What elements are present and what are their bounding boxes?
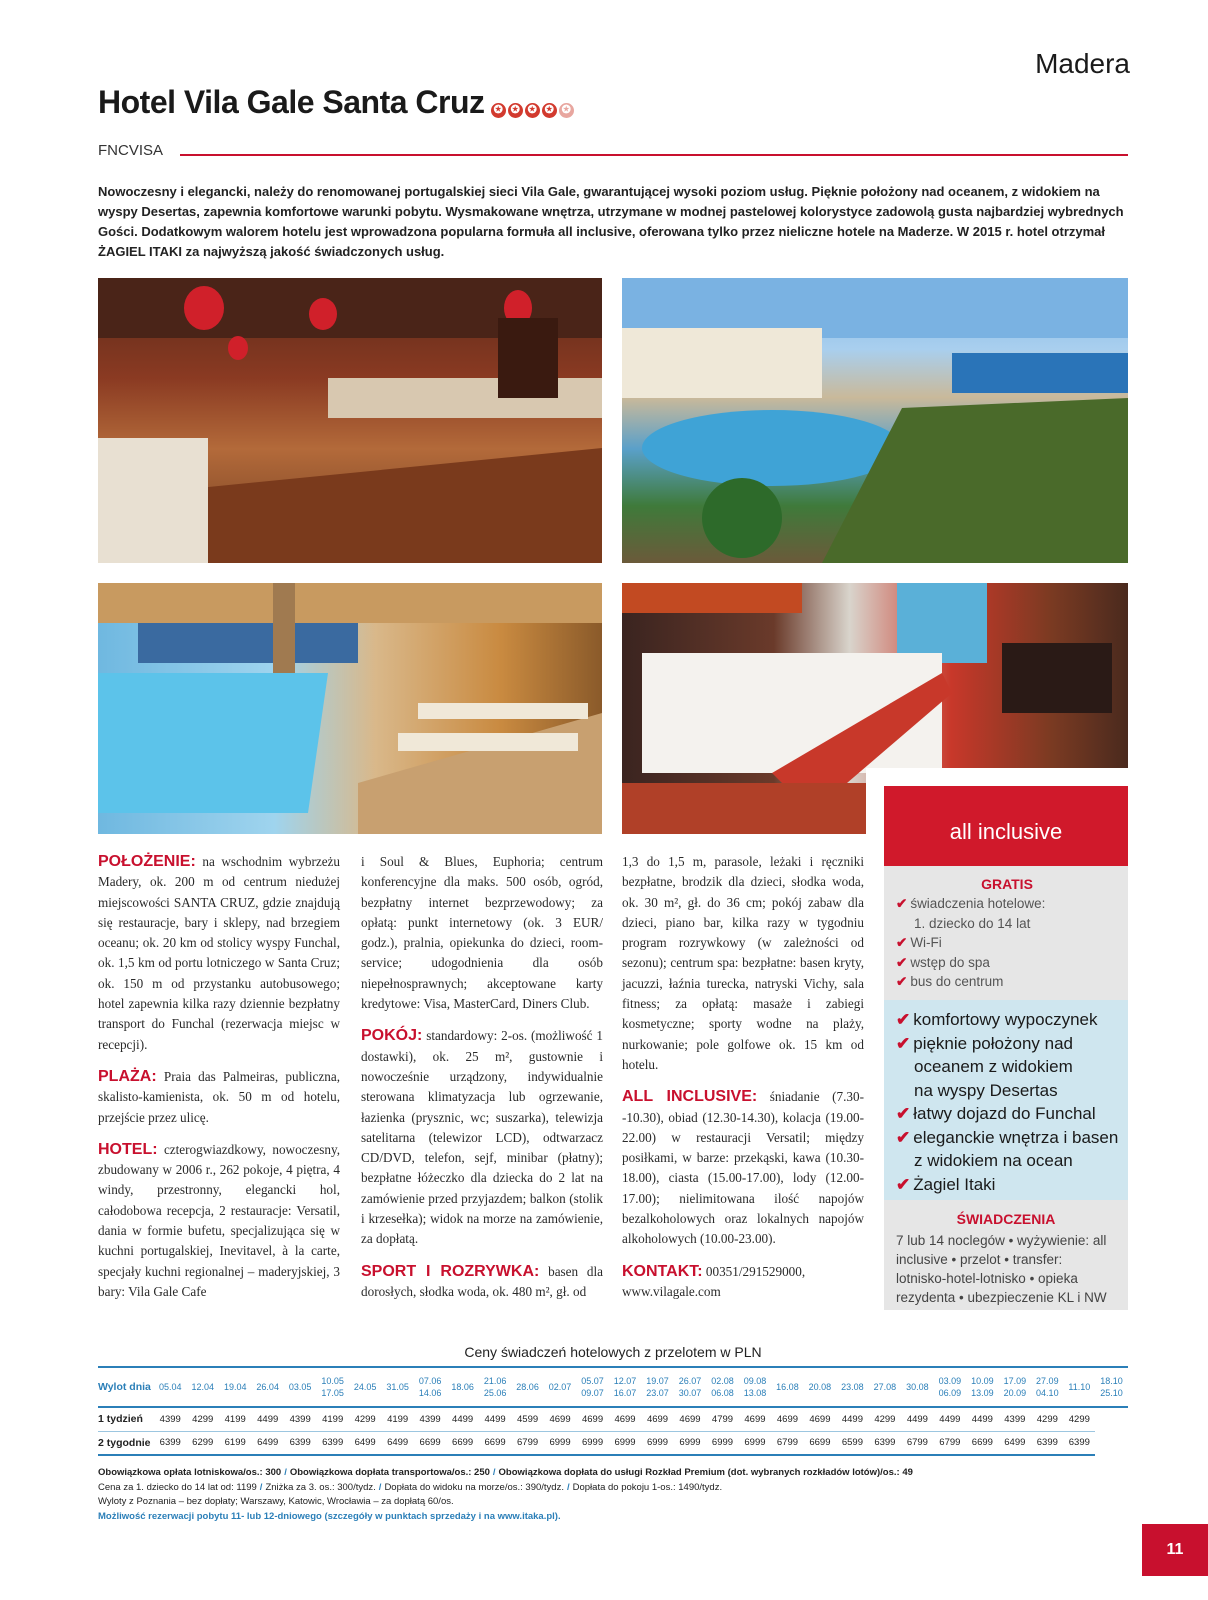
date-cell xyxy=(414,1367,446,1407)
note-premium-fee: Obowiązkowa dopłata do usługi Rozkład Premium (dot. wybranych rozkładów lotów)/os.: 49 xyxy=(498,1467,913,1478)
date-value: 25.10 xyxy=(1100,1388,1123,1398)
feature-label: pięknie położony nad xyxy=(913,1033,1073,1053)
price-cell: 6999 xyxy=(739,1431,771,1455)
check-icon: ✔ xyxy=(896,1127,911,1147)
date-value: 30.08 xyxy=(906,1382,929,1392)
price-cell: 6399 xyxy=(284,1431,316,1455)
date-cell xyxy=(771,1367,803,1407)
separator: / xyxy=(492,1467,496,1478)
date-cell xyxy=(1064,1367,1096,1407)
text-kontakt: 00351/291529000, www.vilagale.com xyxy=(622,1263,806,1299)
star-icon: ✪ xyxy=(491,103,506,118)
price-cell: 4599 xyxy=(511,1407,543,1431)
gratis-item xyxy=(896,933,1118,953)
week1-row xyxy=(98,1407,1128,1431)
price-cell: 4499 xyxy=(446,1407,478,1431)
price-cell: 6799 xyxy=(771,1431,803,1455)
price-cell: 4199 xyxy=(219,1407,251,1431)
date-value: 18.10 xyxy=(1100,1376,1123,1386)
date-value: 03.05 xyxy=(288,1382,312,1392)
date-cell xyxy=(706,1367,738,1407)
heading-polozenie: POŁOŻENIE: xyxy=(98,853,196,870)
feature-label: łatwy dojazd do Funchal xyxy=(913,1104,1096,1123)
date-cell xyxy=(576,1367,608,1407)
date-value: 07.06 xyxy=(418,1376,442,1386)
text-sport-continued: 1,3 do 1,5 m, parasole, leżaki i ręczniki bezpłatne, brodzik dla dzieci, słodka woda, ok. 30 m², gł. do 36 cm; pokój zabaw dla dzieci, piano bar, kilka razy w tygodniu program rozrywkowy (w zależności od sezonu); centrum spa: bezpłatne: basen kryty, jacuzzi, łaźnia turecka, natryski Vichy, sala fitness; za opłatą: masaże i zabiegi kosmetyczne; sporty wodne na plaży, nurkowanie; pole golfowe ok. 15 km od hotelu. xyxy=(622,854,864,1072)
date-cell xyxy=(186,1367,218,1407)
date-cell xyxy=(154,1367,186,1407)
date-value: 30.07 xyxy=(678,1388,702,1398)
date-value: 17.09 xyxy=(1003,1376,1027,1386)
date-cell xyxy=(934,1367,966,1407)
week2-label: 2 tygodnie xyxy=(98,1431,154,1455)
price-cell: 6699 xyxy=(479,1431,511,1455)
price-notes xyxy=(98,1466,1128,1524)
date-cell xyxy=(609,1367,641,1407)
date-value: 09.07 xyxy=(581,1388,604,1398)
price-cell: 4399 xyxy=(414,1407,446,1431)
price-cell: 4499 xyxy=(479,1407,511,1431)
heading-pokoj: POKÓJ: xyxy=(361,1027,423,1045)
price-cell: 4199 xyxy=(381,1407,413,1431)
date-cell xyxy=(544,1367,576,1407)
note-third-person: Zniżka za 3. os.: 300/tydz. xyxy=(265,1481,376,1493)
gratis-item-label: świadczenia hotelowe: xyxy=(910,896,1046,911)
price-cell: 4699 xyxy=(544,1407,576,1431)
hotel-name: Hotel Vila Gale Santa Cruz xyxy=(98,84,485,120)
date-value: 14.06 xyxy=(418,1388,442,1398)
feature-item-continued: na wyspy Desertas xyxy=(914,1080,1058,1100)
date-value: 31.05 xyxy=(386,1382,409,1392)
price-cell: 6999 xyxy=(609,1431,641,1455)
price-cell: 4699 xyxy=(576,1407,608,1431)
date-value: 02.08 xyxy=(711,1376,734,1386)
price-cell: 6999 xyxy=(544,1431,576,1455)
check-icon: ✔ xyxy=(896,954,908,970)
region-label: Madera xyxy=(1035,48,1130,79)
price-cell: 6399 xyxy=(1064,1431,1096,1455)
feature-item-continued: z widokiem na ocean xyxy=(914,1151,1073,1170)
check-icon: ✔ xyxy=(896,1010,911,1029)
feature-item xyxy=(896,1102,1120,1126)
heading-hotel: HOTEL: xyxy=(98,1140,158,1158)
feature-label: Żagiel Itaki xyxy=(913,1174,996,1194)
price-cell: 4499 xyxy=(934,1407,966,1431)
gratis-item xyxy=(896,953,1118,973)
gratis-item: 1. dziecko do 14 lat xyxy=(914,915,1031,931)
date-cell xyxy=(479,1367,511,1407)
price-cell: 6999 xyxy=(641,1431,673,1455)
check-icon: ✔ xyxy=(896,1174,911,1194)
price-cell: 6499 xyxy=(381,1431,413,1455)
price-cell: 4699 xyxy=(804,1407,836,1431)
price-cell: 4299 xyxy=(186,1407,218,1431)
note-airport-fee: Obowiązkowa opłata lotniskowa/os.: 300 xyxy=(98,1467,282,1478)
note-single-room: Dopłata do pokoju 1-os.: 1490/tydz. xyxy=(572,1481,723,1493)
date-value: 20.08 xyxy=(808,1382,832,1392)
check-icon: ✔ xyxy=(896,974,908,990)
separator: / xyxy=(566,1481,570,1493)
feature-label: komfortowy wypoczynek xyxy=(913,1010,1098,1029)
date-value: 21.06 xyxy=(483,1376,507,1386)
date-cell xyxy=(804,1367,836,1407)
date-cell xyxy=(349,1367,381,1407)
price-cell: 4699 xyxy=(609,1407,641,1431)
price-cell: 6699 xyxy=(804,1431,836,1455)
page-number: 11 xyxy=(1142,1524,1208,1576)
price-table xyxy=(98,1366,1128,1456)
date-cell xyxy=(446,1367,478,1407)
gratis-box xyxy=(884,866,1128,1000)
price-cell: 6999 xyxy=(674,1431,706,1455)
indoor-pool-illustration xyxy=(98,583,602,834)
hotel-title xyxy=(98,84,576,121)
date-value: 12.04 xyxy=(191,1382,214,1392)
indoor-pool-photo xyxy=(98,583,602,834)
star-icon: ✪ xyxy=(525,103,540,118)
price-cell: 4499 xyxy=(901,1407,933,1431)
date-cell xyxy=(966,1367,998,1407)
check-icon: ✔ xyxy=(896,935,908,951)
bar-illustration xyxy=(98,278,602,563)
price-cell: 6799 xyxy=(511,1431,543,1455)
date-value: 24.05 xyxy=(353,1382,377,1392)
check-icon: ✔ xyxy=(896,896,908,911)
week1-label: 1 tydzień xyxy=(98,1407,154,1431)
date-value: 13.08 xyxy=(743,1388,767,1398)
note-sea-view: Dopłata do widoku na morze/os.: 390/tydz. xyxy=(384,1481,564,1493)
price-cell: 6399 xyxy=(869,1431,901,1455)
week2-row xyxy=(98,1431,1128,1455)
price-cell: 4499 xyxy=(966,1407,998,1431)
date-cell xyxy=(641,1367,673,1407)
date-value: 20.09 xyxy=(1003,1388,1027,1398)
date-cell xyxy=(869,1367,901,1407)
price-cell: 4499 xyxy=(251,1407,283,1431)
date-cell xyxy=(381,1367,413,1407)
intro-paragraph: Nowoczesny i elegancki, należy do renomowanej portugalskiej sieci Vila Gale, gwarantującej wysoki poziom usług. Pięknie położony nad oceanem, z widokiem na wyspy Desertas, zapewnia komfortowe warunki pobytu. Wysmakowane wnętrza, utrzymane w modnej pastelowej kolorystyce zadowolą gusta najbardziej wybrednych Gości. Dodatkowym walorem hotelu jest wprowadzona popularna formuła all inclusive, oferowana tylko przez nieliczne hotele na Maderze. W 2015 r. hotel otrzymał ŻAGIEL ITAKI za najwyższą jakość świadczonych usług. xyxy=(98,184,1124,259)
date-value: 27.08 xyxy=(873,1382,897,1392)
date-value: 11.10 xyxy=(1068,1382,1091,1392)
feature-item xyxy=(896,1032,1120,1056)
section-kontakt xyxy=(622,1262,864,1303)
text-polozenie: na wschodnim wybrzeżu Madery, ok. 200 m od centrum niedużej miejscowości SANTA CRUZ, gdzie znajdują się restauracje, bary i sklepy, nad brzegiem oceanu; ok. 20 km od stolicy wyspy Funchal, ok. 1,5 km od portu lotniczego w Santa Cruz; ok. 150 m od przystanku autobusowego; hotel zapewnia kilka razy dziennie bezpłatny transport do Funchal (rezerwacja miejsc w recepcji). xyxy=(98,854,341,1052)
price-cell: 6699 xyxy=(446,1431,478,1455)
date-value: 26.07 xyxy=(678,1376,702,1386)
date-value: 18.06 xyxy=(451,1382,474,1392)
price-cell: 4299 xyxy=(1064,1407,1096,1431)
separator: / xyxy=(259,1481,263,1493)
text-sport: basen dla dorosłych, słodka woda, ok. 480 m², gł. od xyxy=(361,1263,603,1299)
price-cell: 4199 xyxy=(316,1407,348,1431)
price-cell: 4699 xyxy=(641,1407,673,1431)
date-value: 19.07 xyxy=(646,1376,669,1386)
date-value: 06.09 xyxy=(938,1388,962,1398)
date-value: 26.04 xyxy=(256,1382,279,1392)
price-cell: 4699 xyxy=(674,1407,706,1431)
price-cell: 4699 xyxy=(739,1407,771,1431)
price-cell: 4399 xyxy=(154,1407,186,1431)
price-cell: 6499 xyxy=(349,1431,381,1455)
price-cell: 4699 xyxy=(771,1407,803,1431)
notes-line-4: Możliwość rezerwacji pobytu 11- lub 12-dniowego (szczegóły w punktach sprzedaży i na www.itaka.pl). xyxy=(98,1510,561,1522)
date-value: 16.07 xyxy=(613,1388,637,1398)
price-cell: 6999 xyxy=(706,1431,738,1455)
price-cell: 6299 xyxy=(186,1431,218,1455)
gratis-item xyxy=(896,972,1118,992)
heading-plaza: PLAŻA: xyxy=(98,1067,157,1085)
feature-label: eleganckie wnętrza i basen xyxy=(913,1127,1119,1147)
heading-sport: SPORT I ROZRYWKA: xyxy=(361,1262,540,1280)
bar-photo xyxy=(98,278,602,563)
date-value: 12.07 xyxy=(613,1376,637,1386)
feature-item-continued: oceanem z widokiem xyxy=(914,1057,1073,1076)
price-cell: 6699 xyxy=(414,1431,446,1455)
section-hotel xyxy=(98,1140,340,1302)
date-cell xyxy=(999,1367,1031,1407)
date-value: 09.08 xyxy=(743,1376,767,1386)
date-cell xyxy=(219,1367,251,1407)
price-table-title: Ceny świadczeń hotelowych z przelotem w PLN xyxy=(464,1344,762,1360)
date-cell xyxy=(739,1367,771,1407)
swiadczenia-title: ŚWIADCZENIA xyxy=(956,1211,1056,1227)
price-cell: 6999 xyxy=(576,1431,608,1455)
heading-all-inclusive: ALL INCLUSIVE: xyxy=(622,1088,758,1106)
gratis-title: GRATIS xyxy=(981,876,1033,892)
star-rating xyxy=(491,84,576,121)
price-cell: 4299 xyxy=(869,1407,901,1431)
check-icon: ✔ xyxy=(896,1104,911,1123)
heading-kontakt: KONTAKT: xyxy=(622,1262,703,1280)
price-cell: 6399 xyxy=(1031,1431,1063,1455)
date-value: 02.07 xyxy=(548,1382,572,1392)
date-cell xyxy=(511,1367,543,1407)
date-cell xyxy=(251,1367,283,1407)
hotel-code: FNCVISA xyxy=(98,142,164,159)
note-child-price: Cena za 1. dziecko do 14 lat od: 1199 xyxy=(98,1481,257,1493)
date-value: 25.06 xyxy=(483,1388,507,1398)
notes-line-3: Wyloty z Poznania – bez dopłaty; Warszawy, Katowic, Wrocławia – za dopłatą 60/os. xyxy=(98,1496,454,1507)
price-cell: 6399 xyxy=(316,1431,348,1455)
price-cell: 6399 xyxy=(154,1431,186,1455)
date-value: 13.09 xyxy=(971,1388,994,1398)
date-value: 05.04 xyxy=(158,1382,182,1392)
date-value: 05.07 xyxy=(581,1376,604,1386)
section-all-inclusive xyxy=(622,1087,864,1249)
text-hotel-continued: i Soul & Blues, Euphoria; centrum konferencyjne dla maks. 500 osób, ogród, bezpłatny internet bezprzewodowy; za opłatą: punkt internetowy (ok. 3 EUR/ godz.), pralnia, opiekunka do dzieci, room-service; udogodnienia dla osób niepełnosprawnych; akceptowane karty kredytowe: Visa, MasterCard, Diners Club. xyxy=(361,854,603,1012)
date-value: 04.10 xyxy=(1036,1388,1059,1398)
date-value: 16.08 xyxy=(776,1382,799,1392)
all-inclusive-banner: all inclusive xyxy=(884,786,1128,866)
column-1 xyxy=(98,852,340,1314)
gratis-item-label: wstęp do spa xyxy=(910,954,990,970)
date-value: 10.09 xyxy=(971,1376,994,1386)
separator: / xyxy=(378,1481,382,1493)
price-cell: 6799 xyxy=(901,1431,933,1455)
note-transport-fee: Obowiązkowa dopłata transportowa/os.: 250 xyxy=(289,1467,490,1478)
date-cell xyxy=(284,1367,316,1407)
date-value: 27.09 xyxy=(1036,1376,1059,1386)
text-pokoj: standardowy: 2-os. (możliwość 1 dostawki), ok. 25 m², gustownie i nowocześnie urządzony, indywidualnie sterowana klimatyzacja lub ogrzewanie, łazienka (prysznic, wc; suszarka), telewizja satelitarna (telewizor LCD), odtwarzacz CD/DVD, telefon, sejf, minibar (płatny); bezpłatne łóżeczko dla dziecka do 2 lat na zamówienie przed przyjazdem; balkon (stolik i krzesełka); widok na morze na zamówienie, za dopłatą. xyxy=(361,1028,603,1247)
column-2 xyxy=(361,852,603,1314)
price-cell: 4399 xyxy=(999,1407,1031,1431)
date-value: 03.09 xyxy=(938,1376,962,1386)
date-value: 19.04 xyxy=(223,1382,247,1392)
price-cell: 6799 xyxy=(934,1431,966,1455)
text-hotel: czterogwiazdkowy, nowoczesny, zbudowany w 2006 r., 262 pokoje, 4 piętra, 4 windy, przestronny, elegancki hol, całodobowa recepcja, 2 restauracje: Versatil, dania w formie bufetu, specjalizująca się w kuchni portugalskiej, Inevitavel, à la carte, specjały kuchni regionalnej – maderyjskiej, 3 bary: Vila Gale Cafe xyxy=(98,1141,340,1299)
gratis-item xyxy=(896,894,1118,914)
date-cell xyxy=(836,1367,868,1407)
date-value: 23.08 xyxy=(841,1382,864,1392)
price-cell: 4399 xyxy=(284,1407,316,1431)
price-cell: 6699 xyxy=(966,1431,998,1455)
date-cell xyxy=(1031,1367,1063,1407)
price-cell: 6199 xyxy=(219,1431,251,1455)
notes-line-2 xyxy=(98,1481,1128,1496)
date-value: 06.08 xyxy=(711,1388,734,1398)
date-cell xyxy=(316,1367,348,1407)
date-cell xyxy=(1095,1367,1128,1407)
pool-illustration xyxy=(622,278,1128,563)
date-value: 28.06 xyxy=(516,1382,539,1392)
price-cell: 4799 xyxy=(706,1407,738,1431)
feature-item xyxy=(896,1008,1120,1032)
star-icon: ✪ xyxy=(508,103,523,118)
star-icon: ✪ xyxy=(542,103,557,118)
text-plaza: Praia das Palmeiras, publiczna, skalisto-kamienista, ok. 50 m od hotelu, przejście przez ulicę. xyxy=(98,1068,340,1125)
star-icon: ✪ xyxy=(559,103,574,118)
text-all-inclusive: śniadanie (7.30- -10.30), obiad (12.30-14.30), kolacja (19.00-22.00) w restauracji Versatil; między posiłkami, w barze: przekąski, kawa (10.30-18.00), ciasta (15.00-17.00), lody (12.00-17.00); nielimitowana ilość napojów bezalkoholowych oraz lokalnych napojów alkoholowych (10.00-23.00). xyxy=(622,1089,864,1247)
column-3 xyxy=(622,852,864,1314)
gratis-item-label: Wi-Fi xyxy=(910,935,942,951)
separator: / xyxy=(284,1467,287,1478)
feature-item xyxy=(896,1173,1120,1197)
check-icon: ✔ xyxy=(896,1033,911,1053)
section-plaza xyxy=(98,1067,340,1128)
price-cell: 4299 xyxy=(349,1407,381,1431)
date-cell xyxy=(901,1367,933,1407)
price-cell: 4499 xyxy=(836,1407,868,1431)
section-pokoj xyxy=(361,1026,603,1249)
features-box xyxy=(884,1000,1128,1200)
pool-view-photo xyxy=(622,278,1128,563)
date-value: 23.07 xyxy=(646,1388,669,1398)
notes-line-1 xyxy=(98,1466,1128,1481)
price-cell: 4299 xyxy=(1031,1407,1063,1431)
price-cell: 6499 xyxy=(251,1431,283,1455)
price-cell: 6499 xyxy=(999,1431,1031,1455)
dates-row xyxy=(98,1367,1128,1407)
date-cell xyxy=(674,1367,706,1407)
date-value: 10.05 xyxy=(321,1376,344,1386)
divider xyxy=(180,154,1128,156)
feature-item xyxy=(896,1126,1120,1150)
price-cell: 6599 xyxy=(836,1431,868,1455)
gratis-item-label: bus do centrum xyxy=(910,974,1004,990)
swiadczenia-text: 7 lub 14 noclegów • wyżywienie: all inclusive • przelot • transfer: lotnisko-hotel-lotnisko • opieka rezydenta • ubezpieczenie KL i NW xyxy=(896,1233,1107,1305)
section-polozenie xyxy=(98,852,340,1055)
date-value: 17.05 xyxy=(321,1388,344,1398)
section-sport xyxy=(361,1262,603,1303)
dates-label: Wylot dnia xyxy=(98,1367,154,1407)
swiadczenia-box xyxy=(884,1200,1128,1310)
